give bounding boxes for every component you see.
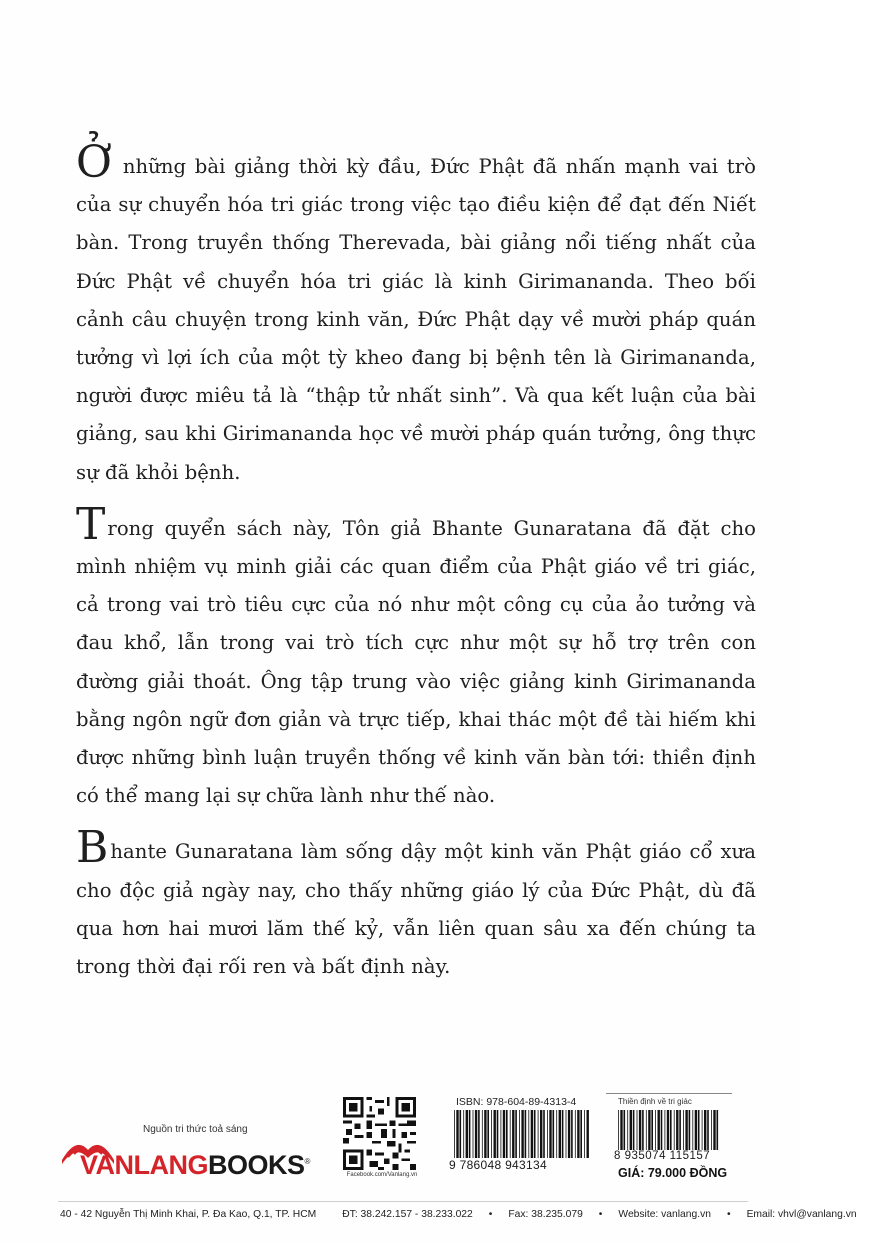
drop-cap: T [76, 498, 106, 550]
logo-tagline: Nguồn tri thức toả sáng [143, 1124, 248, 1135]
price-barcode-icon [616, 1110, 720, 1150]
footer-phone: ĐT: 38.242.157 - 38.233.022 [342, 1209, 473, 1220]
publisher-logo [58, 1124, 316, 1188]
footer-address: 40 - 42 Nguyễn Thị Minh Khai, P. Đa Kao, Q.1, TP. HCM [60, 1209, 317, 1220]
footer-separator: • [488, 1209, 493, 1220]
publisher-footer [60, 1209, 857, 1220]
book-title-small: Thiền định về tri giác [618, 1097, 692, 1106]
footer-fax: Fax: 38.235.079 [508, 1209, 583, 1220]
isbn-barcode-number: 9 786048 943134 [449, 1158, 547, 1172]
footer-divider [58, 1201, 748, 1202]
paragraph-text: rong quyển sách này, Tôn giả Bhante Gunaratana đã đặt cho mình nhiệm vụ minh giải các quan điểm của Phật giáo về tri giác, cả trong vai trò tiêu cực của nó như một công cụ của ảo tưởng và đau khổ, lẫn trong vai trò tích cực như một sự hỗ trợ trên con đường giải thoát. Ông tập trung vào việc giảng kinh Girimananda bằng ngôn ngữ đơn giản và trực tiếp, khai thác một đề tài hiếm khi được những bình luận truyền thống về kinh văn bàn tới: thiền định có thể mang lại sự chữa lành như thế nào. [76, 516, 756, 808]
paragraph-text: những bài giảng thời kỳ đầu, Đức Phật đã nhấn mạnh vai trò của sự chuyển hóa tri giác trong việc tạo điều kiện để đạt đến Niết bàn. Trong truyền thống Therevada, bài giảng nổi tiếng nhất của Đức Phật về chuyển hóa tri giác là kinh Girimananda. Theo bối cảnh câu chuyện trong kinh văn, Đức Phật dạy về mười pháp quán tưởng vì lợi ích của một tỳ kheo đang bị bệnh tên là Girimananda, người được miêu tả là “thập tử nhất sinh”. Và qua kết luận của bài giảng, sau khi Girimananda học về mười pháp quán tưởng, ông thực sự đã khỏi bệnh. [76, 155, 756, 484]
footer-email: Email: vhvl@vanlang.vn [746, 1209, 857, 1220]
price-barcode-number: 8 935074 115157 [614, 1150, 711, 1162]
footer-website: Website: vanlang.vn [618, 1209, 711, 1220]
blurb-paragraph-2 [76, 498, 756, 816]
footer-separator: • [726, 1209, 731, 1220]
drop-cap: B [76, 822, 109, 874]
drop-cap: Ở [76, 137, 113, 188]
logo-wordmark: VANLANGBOOKS® [80, 1150, 310, 1180]
blurb-paragraph-1 [76, 137, 756, 492]
blurb-paragraph-3 [76, 822, 756, 986]
isbn-barcode-icon [452, 1110, 590, 1158]
qr-caption: Facebook.com/Vanlang.vn [346, 1172, 418, 1178]
isbn-label: ISBN: 978-604-89-4313-4 [456, 1096, 577, 1108]
qr-code-icon [343, 1097, 416, 1170]
footer-separator: • [598, 1209, 603, 1220]
price-label: GIÁ: 79.000 ĐỒNG [618, 1166, 728, 1180]
blurb-text [76, 137, 756, 1004]
paragraph-text: hante Gunaratana làm sống dậy một kinh văn Phật giáo cổ xưa cho độc giả ngày nay, cho thấy những giáo lý của Đức Phật, dù đã qua hơn hai mươi lăm thế kỷ, vẫn liên quan sâu xa đến chúng ta trong thời đại rối ren và bất định này. [76, 840, 756, 979]
